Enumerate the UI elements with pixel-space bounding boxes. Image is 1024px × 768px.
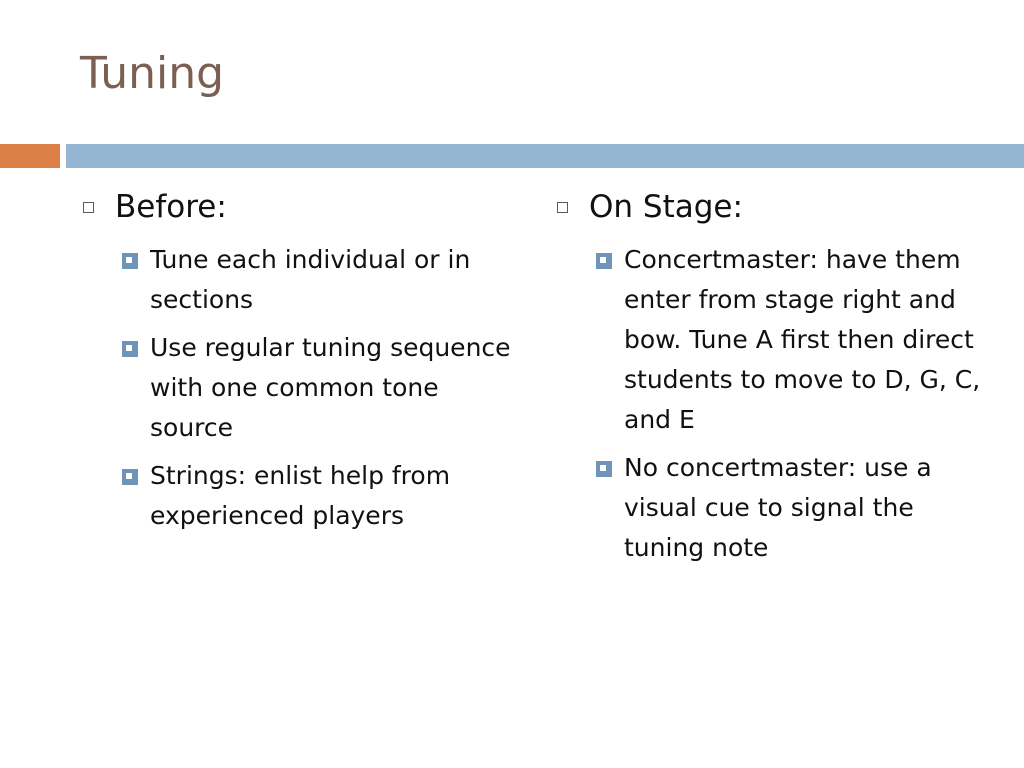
right-column	[556, 188, 996, 576]
before-sub-list	[82, 240, 512, 536]
sub-bullet-item	[82, 456, 512, 536]
sub-bullet-text: No concertmaster: use a visual cue to signal the tuning note	[624, 453, 932, 562]
filled-square-bullet-icon	[122, 253, 138, 269]
sub-bullet-text: Tune each individual or in sections	[150, 245, 471, 314]
sub-bullet-item	[556, 448, 996, 568]
filled-square-bullet-icon	[596, 253, 612, 269]
filled-square-bullet-icon	[596, 461, 612, 477]
accent-bar-blue	[66, 144, 1024, 168]
sub-bullet-item	[82, 328, 512, 448]
sub-bullet-item	[82, 240, 512, 320]
sub-bullet-item	[556, 240, 996, 440]
on-stage-sub-list	[556, 240, 996, 568]
hollow-square-bullet-icon	[83, 202, 94, 213]
bullet-on-stage	[556, 188, 996, 226]
hollow-square-bullet-icon	[557, 202, 568, 213]
bullet-before	[82, 188, 512, 226]
sub-bullet-text: Concertmaster: have them enter from stage right and bow. Tune A first then direct students to move to D, G, C, and E	[624, 245, 981, 434]
bullet-before-text: Before:	[115, 189, 227, 225]
slide-title: Tuning	[80, 48, 225, 99]
sub-bullet-text: Strings: enlist help from experienced players	[150, 461, 451, 530]
filled-square-bullet-icon	[122, 341, 138, 357]
left-column	[82, 188, 512, 544]
accent-bar-orange	[0, 144, 60, 168]
sub-bullet-text: Use regular tuning sequence with one common tone source	[150, 333, 511, 442]
filled-square-bullet-icon	[122, 469, 138, 485]
bullet-on-stage-text: On Stage:	[589, 189, 743, 225]
